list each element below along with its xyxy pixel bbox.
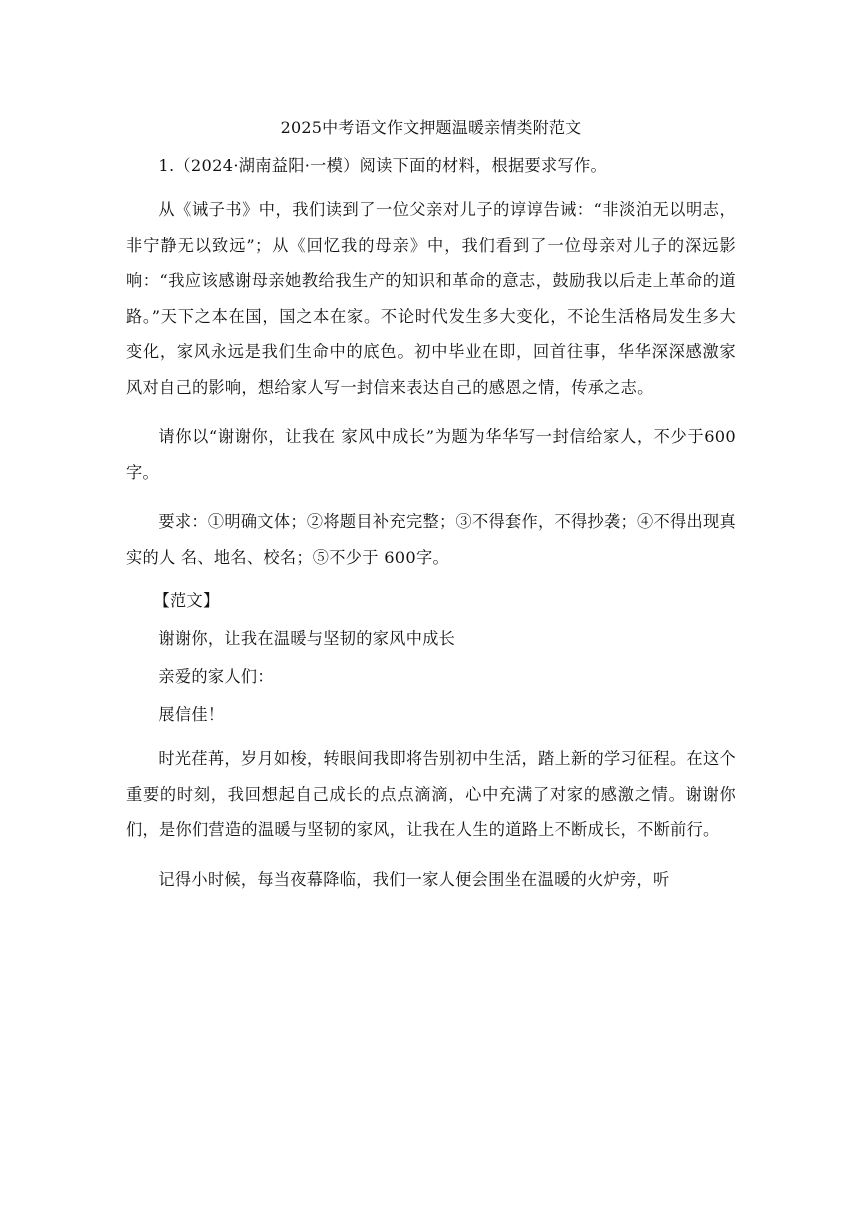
material-paragraph: 从《诫子书》中，我们读到了一位父亲对儿子的谆谆告诫：“非淡泊无以明志，非宁静无以致远”；从《回忆我的母亲》中，我们看到了一位母亲对儿子的深远影响：“我应该感谢母亲她教给我生产的知识和革命的意志，鼓励我以后走上革命的道路。”天下之本在国，国之本在家。不论时代发生多大变化，不论生活格局发生多大变化，家风永远是我们生命中的底色。初中毕业在即，回首往事，华华深深感激家风对自己的影响，想给家人写一封信来表达自己的感恩之情，传承之志。 (126, 200, 736, 397)
greeting: 展信佳！ (158, 705, 225, 724)
essay-title: 谢谢你，让我在温暖与坚韧的家风中成长 (158, 629, 456, 648)
prompt-paragraph: 请你以“谢谢你，让我在 家风中成长”为题为华华写一封信给家人，不少于600字。 (126, 427, 736, 482)
document-title: 2025中考语文作文押题温暖亲情类附范文 (280, 118, 582, 137)
requirements-paragraph: 要求：①明确文体；②将题目补充完整；③不得套作，不得抄袭；④不得出现真实的人 名、地名、校名；⑤不少于 600字。 (126, 512, 736, 567)
essay-paragraph-2: 记得小时候，每当夜幕降临，我们一家人便会围坐在温暖的火炉旁，听 (158, 869, 670, 889)
salutation: 亲爱的家人们： (158, 667, 274, 686)
sample-label: 【范文】 (153, 591, 220, 610)
question-line: 1.（2024·湖南益阳·一模）阅读下面的材料，根据要求写作。 (158, 156, 607, 175)
document-body (126, 116, 736, 911)
essay-paragraph-1: 时光荏苒，岁月如梭，转眼间我即将告别初中生活，踏上新的学习征程。在这个重要的时刻，我回想起自己成长的点点滴滴，心中充满了对家的感激之情。谢谢你们，是你们营造的温暖与坚韧的家风，让我在人生的道路上不断成长，不断前行。 (126, 749, 736, 839)
